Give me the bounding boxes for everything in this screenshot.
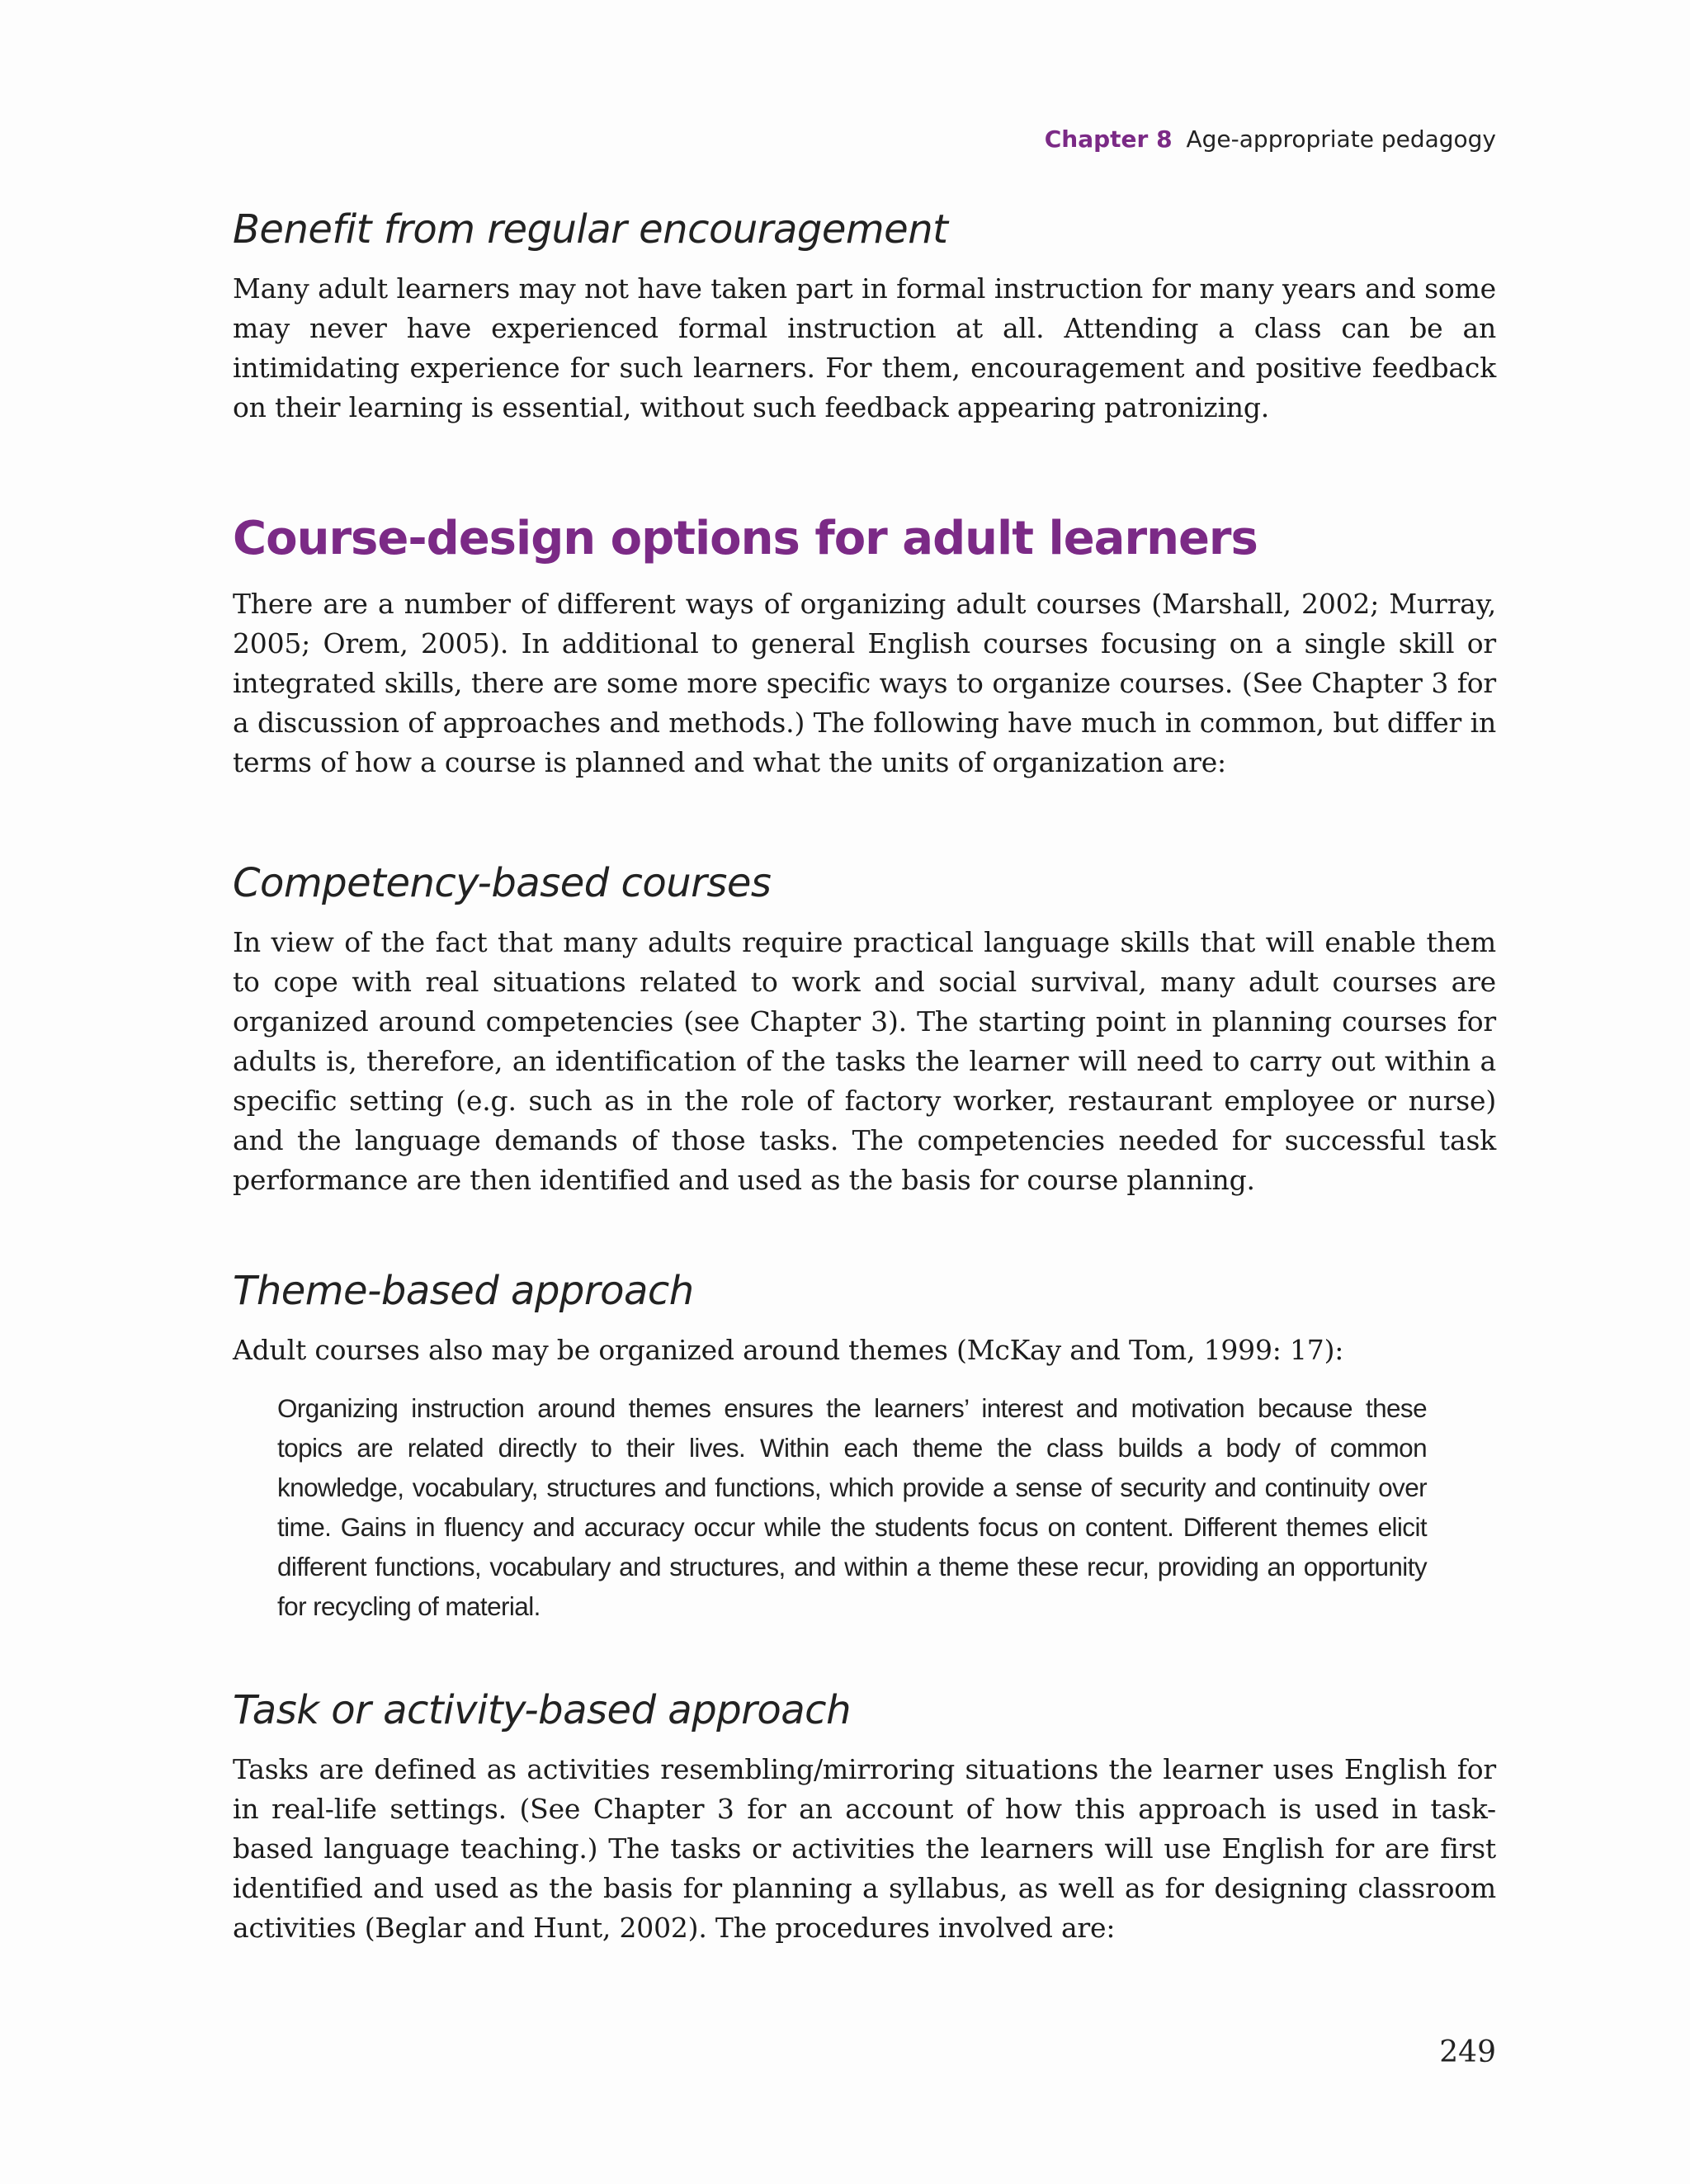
chapter-title: Age-appropriate pedagogy bbox=[1186, 125, 1496, 153]
heading-theme: Theme-based approach bbox=[233, 1268, 694, 1314]
heading-competency: Competency-based courses bbox=[233, 860, 772, 906]
page-number: 249 bbox=[1439, 2035, 1496, 2069]
paragraph-task: Tasks are defined as activities resembling/mirroring situations the learner uses English for in real-life settings. (See Chapter 3 for an account of how this approach is used in task-based language teaching.) The tasks or activities the learners will use English for are first identified and used as the basis for planning a syllabus, as well as for designing classroom activities (Beglar and Hunt, 2002). The procedures involved are: bbox=[233, 1753, 1496, 1944]
heading-encouragement: Benefit from regular encouragement bbox=[233, 206, 948, 253]
heading-task: Task or activity-based approach bbox=[233, 1687, 851, 1733]
paragraph-theme: Adult courses also may be organized around themes (McKay and Tom, 1999: 17): bbox=[233, 1334, 1344, 1366]
running-header bbox=[1045, 125, 1496, 153]
heading-course-design: Course-design options for adult learners bbox=[233, 512, 1258, 565]
paragraph-course-design: There are a number of different ways of organizing adult courses (Marshall, 2002; Murray, 2005; Orem, 2005). In additional to general English courses focusing on a single skill or integrated skills, there are some more specific ways to organize courses. (See Chapter 3 for a discussion of approaches and methods.) The following have much in common, but differ in terms of how a course is planned and what the units of organization are: bbox=[233, 588, 1496, 778]
page-content bbox=[233, 205, 1496, 1948]
block-quote-theme: Organizing instruction around themes ensures the learners’ interest and motivation because these topics are related directly to their lives. Within each theme the class builds a body of common knowledge, vocabulary, structures and functions, which provide a sense of security and continuity over time. Gains in fluency and accuracy occur while the students focus on content. Different themes elicit different functions, vocabulary and structures, and within a theme these recur, providing an opportunity for recycling of material. bbox=[277, 1393, 1427, 1621]
paragraph-encouragement: Many adult learners may not have taken part in formal instruction for many years and some may never have experienced formal instruction at all. Attending a class can be an intimidating experience for such learners. For them, encouragement and positive feedback on their learning is essential, without such feedback appearing patronizing. bbox=[233, 272, 1496, 423]
chapter-label: Chapter 8 bbox=[1044, 125, 1173, 153]
paragraph-competency: In view of the fact that many adults require practical language skills that will enable them to cope with real situations related to work and social survival, many adult courses are organized around competencies (see Chapter 3). The starting point in planning courses for adults is, therefore, an identification of the tasks the learner will need to carry out within a specific setting (e.g. such as in the role of factory worker, restaurant employee or nurse) and the language demands of those tasks. The competencies needed for successful task performance are then identified and used as the basis for course planning. bbox=[233, 926, 1496, 1196]
